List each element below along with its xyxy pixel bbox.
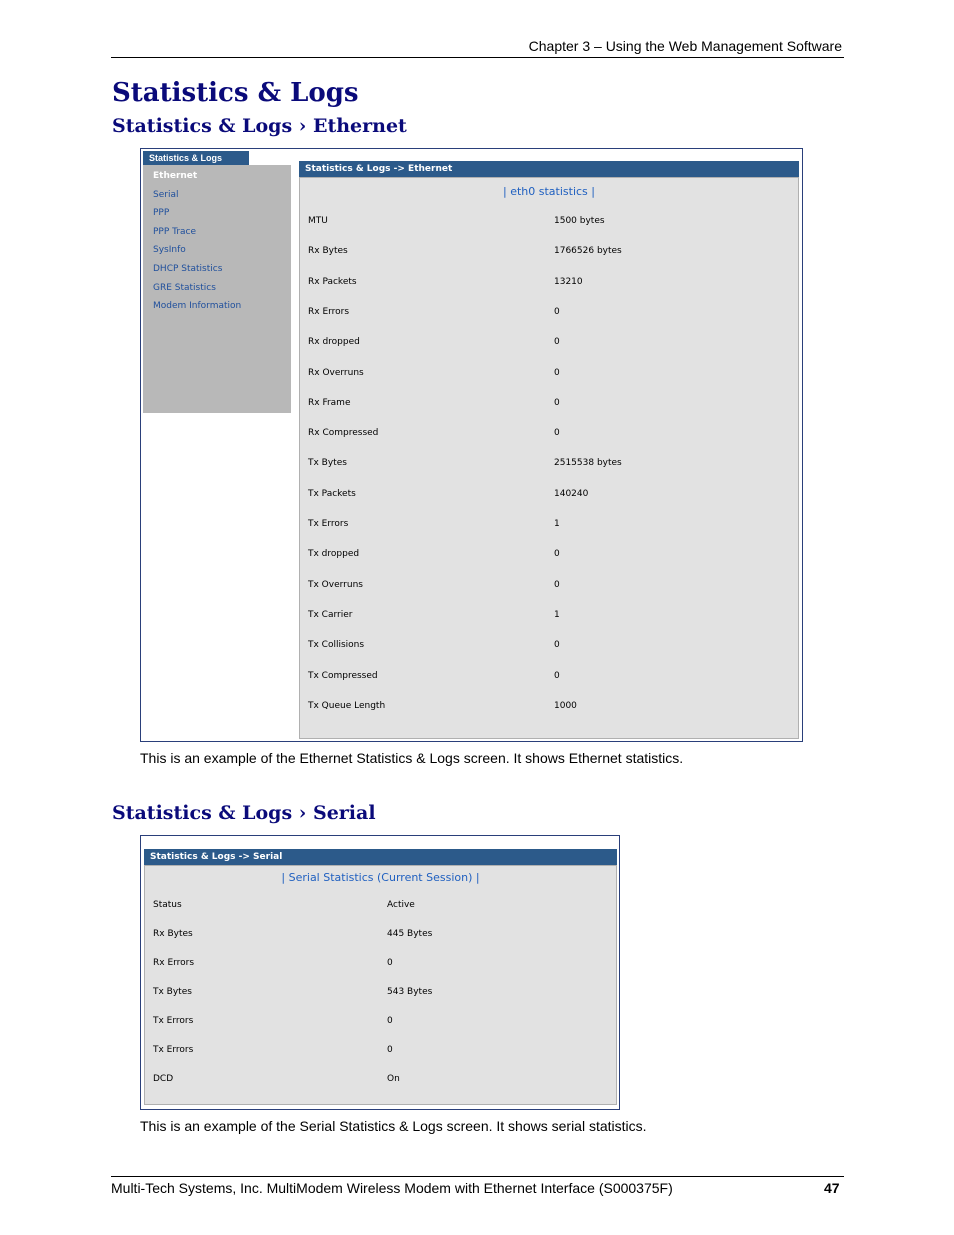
sidebar bbox=[143, 151, 291, 413]
stat-value: 0 bbox=[387, 958, 393, 968]
serial-panel bbox=[144, 849, 617, 1105]
stat-value: 1000 bbox=[554, 700, 577, 711]
stat-value: 0 bbox=[387, 1045, 393, 1055]
sidebar-item-ppp[interactable]: PPP bbox=[153, 208, 170, 219]
stat-value: 445 Bytes bbox=[387, 929, 433, 939]
sidebar-menu bbox=[143, 165, 291, 413]
stat-label: MTU bbox=[308, 216, 328, 226]
stat-value: 2515538 bytes bbox=[554, 458, 622, 469]
stat-label: Tx Errors bbox=[153, 1045, 194, 1055]
stat-label: Rx Errors bbox=[308, 306, 350, 317]
sidebar-item-modem-information[interactable]: Modem Information bbox=[153, 301, 242, 312]
stat-label: DCD bbox=[153, 1074, 174, 1084]
chapter-header: Chapter 3 – Using the Web Management Software bbox=[528, 38, 842, 54]
page-title: Statistics & Logs bbox=[112, 78, 359, 108]
stat-label: Rx Errors bbox=[153, 958, 195, 968]
sidebar-header: Statistics & Logs bbox=[143, 151, 249, 165]
serial-caption: This is an example of the Serial Statistics & Logs screen. It shows serial statistics. bbox=[140, 1118, 647, 1134]
stat-label: Status bbox=[153, 900, 182, 910]
stat-label: Tx Queue Length bbox=[308, 700, 386, 711]
stat-value: On bbox=[387, 1074, 400, 1084]
stat-value: 0 bbox=[554, 670, 560, 681]
sidebar-item-ppp-trace[interactable]: PPP Trace bbox=[153, 226, 197, 237]
stat-label: Tx Packets bbox=[308, 488, 356, 499]
panel-header: Statistics & Logs -> Ethernet bbox=[299, 161, 799, 177]
stat-label: Rx Packets bbox=[308, 276, 357, 287]
stat-value: 1 bbox=[554, 609, 560, 620]
page-number: 47 bbox=[824, 1180, 840, 1196]
stat-label: Tx Collisions bbox=[308, 640, 365, 651]
sidebar-item-serial[interactable]: Serial bbox=[153, 189, 179, 200]
stat-value: 0 bbox=[554, 640, 560, 651]
panel-title: | Serial Statistics (Current Session) | bbox=[281, 871, 480, 884]
ethernet-screenshot bbox=[140, 148, 803, 742]
stat-label: Rx Bytes bbox=[308, 246, 348, 257]
stat-label: Tx Errors bbox=[308, 519, 349, 529]
ethernet-heading: Statistics & Logs › Ethernet bbox=[112, 115, 407, 137]
panel-body bbox=[299, 177, 799, 739]
stat-value: 0 bbox=[554, 428, 560, 439]
stat-label: Tx Compressed bbox=[308, 670, 378, 681]
sidebar-item-sysinfo[interactable]: SysInfo bbox=[153, 245, 186, 256]
stat-label: Rx Frame bbox=[308, 397, 351, 408]
stat-label: Rx Overruns bbox=[308, 367, 364, 378]
stat-value: 0 bbox=[554, 579, 560, 590]
footer-text: Multi-Tech Systems, Inc. MultiModem Wireless Modem with Ethernet Interface (S000375F) bbox=[111, 1180, 673, 1196]
stat-label: Tx Errors bbox=[153, 1016, 194, 1026]
stat-label: Tx Carrier bbox=[308, 609, 353, 620]
stat-label: Tx Bytes bbox=[153, 987, 192, 997]
panel-body bbox=[144, 865, 617, 1105]
stat-value: 140240 bbox=[554, 488, 589, 499]
stat-value: 543 Bytes bbox=[387, 987, 433, 997]
stat-value: 0 bbox=[554, 367, 560, 378]
stat-label: Tx Bytes bbox=[308, 458, 347, 469]
stat-value: 1766526 bytes bbox=[554, 246, 622, 257]
stat-label: Tx dropped bbox=[308, 549, 360, 560]
stat-value: 13210 bbox=[554, 276, 583, 287]
stat-label: Tx Overruns bbox=[308, 579, 363, 590]
stat-label: Rx Bytes bbox=[153, 929, 193, 939]
footer-rule bbox=[111, 1176, 844, 1177]
stat-value: 1 bbox=[554, 519, 560, 529]
ethernet-caption: This is an example of the Ethernet Statistics & Logs screen. It shows Ethernet statistics. bbox=[140, 750, 684, 766]
stat-value: 0 bbox=[554, 549, 560, 560]
sidebar-item-dhcp-statistics[interactable]: DHCP Statistics bbox=[153, 263, 223, 274]
stat-label: Rx Compressed bbox=[308, 428, 379, 439]
serial-screenshot bbox=[140, 835, 620, 1110]
stat-label: Rx dropped bbox=[308, 337, 360, 348]
stat-value: 0 bbox=[387, 1016, 393, 1026]
ethernet-panel bbox=[299, 161, 799, 739]
panel-header: Statistics & Logs -> Serial bbox=[144, 849, 617, 865]
panel-title: | eth0 statistics | bbox=[503, 185, 595, 198]
stat-value: 0 bbox=[554, 306, 560, 317]
serial-heading: Statistics & Logs › Serial bbox=[112, 802, 376, 824]
stat-value: 0 bbox=[554, 397, 560, 408]
header-rule bbox=[111, 57, 844, 58]
stat-value: 1500 bytes bbox=[554, 216, 605, 226]
stat-value: Active bbox=[387, 900, 415, 910]
sidebar-item-gre-statistics[interactable]: GRE Statistics bbox=[153, 282, 216, 293]
sidebar-item-ethernet[interactable]: Ethernet bbox=[153, 171, 198, 181]
stat-value: 0 bbox=[554, 337, 560, 348]
